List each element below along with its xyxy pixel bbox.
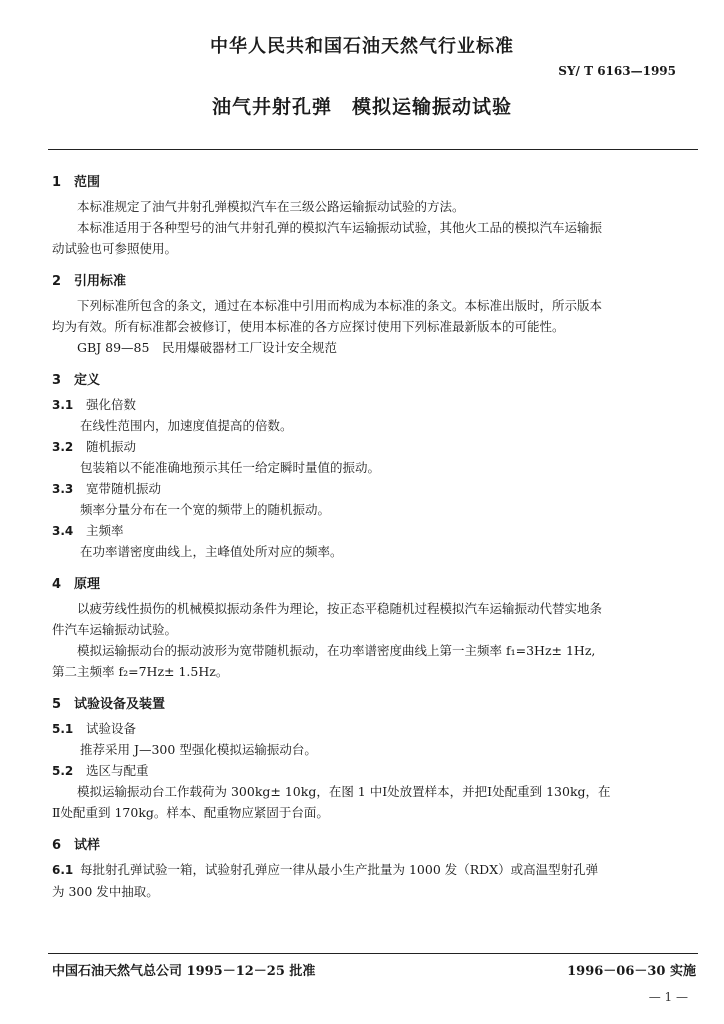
section-title: 试验设备及装置 bbox=[74, 697, 166, 712]
paragraph: 本标准规定了油气井射孔弹模拟汽车在三级公路运输振动试验的方法。 bbox=[77, 199, 465, 214]
section-number: 3 bbox=[52, 373, 62, 388]
paragraph-line: 为 300 发中抽取。 bbox=[52, 884, 159, 899]
section-title: 范围 bbox=[74, 175, 101, 190]
effective-date: 1996－06－30 实施 bbox=[567, 964, 696, 979]
definition-text: 频率分量分布在一个宽的频带上的随机振动。 bbox=[80, 502, 331, 517]
section-1-heading bbox=[52, 170, 700, 196]
document-body bbox=[52, 170, 700, 902]
section-5-heading bbox=[52, 692, 700, 718]
section-4-heading bbox=[52, 572, 700, 598]
section-title: 原理 bbox=[74, 577, 101, 592]
definition-text: 在线性范围内，加速度值提高的倍数。 bbox=[80, 418, 293, 433]
clause-number: 6.1 bbox=[52, 863, 74, 877]
section-number: 5 bbox=[52, 697, 62, 712]
section-number: 4 bbox=[52, 577, 62, 592]
subclause-text: 推荐采用 J—300 型强化模拟运输振动台。 bbox=[80, 742, 317, 757]
standard-number: SY/ T 6163—1995 bbox=[558, 64, 676, 78]
section-number: 1 bbox=[52, 175, 62, 190]
section-2-heading bbox=[52, 269, 700, 295]
section-title: 引用标准 bbox=[74, 274, 127, 289]
definition-text: 在功率谱密度曲线上，主峰值处所对应的频率。 bbox=[80, 544, 343, 559]
approval-date: 中国石油天然气总公司 1995－12－25 批准 bbox=[52, 964, 316, 979]
term: 强化倍数 bbox=[86, 397, 137, 412]
paragraph-line: 模拟运输振动台工作载荷为 300kg± 10kg，在图 1 中Ⅰ处放置样本，并把Ⅰ处配重到 130kg，在 bbox=[77, 784, 611, 799]
term: 宽带随机振动 bbox=[86, 481, 162, 496]
reference-item: GBJ 89—85 民用爆破器材工厂设计安全规范 bbox=[77, 340, 337, 355]
clause-number: 3.1 bbox=[52, 398, 74, 412]
section-title: 定义 bbox=[74, 373, 101, 388]
paragraph-line bbox=[52, 859, 700, 881]
definition-text: 包装箱以不能准确地预示其任一给定瞬时量值的振动。 bbox=[80, 460, 381, 475]
term: 随机振动 bbox=[86, 439, 137, 454]
paragraph-line: 以疲劳线性损伤的机械模拟振动条件为理论，按正态平稳随机过程模拟汽车运输振动代替实地条 bbox=[77, 601, 603, 616]
footer-rule bbox=[48, 953, 698, 954]
paragraph-line: 第二主频率 f₂=7Hz± 1.5Hz。 bbox=[52, 664, 229, 679]
subclause-heading bbox=[52, 760, 700, 781]
header-rule bbox=[48, 149, 698, 150]
subclause-title: 试验设备 bbox=[86, 721, 137, 736]
section-title: 试样 bbox=[74, 838, 101, 853]
clause-number: 5.1 bbox=[52, 722, 74, 736]
paragraph-line: 模拟运输振动台的振动波形为宽带随机振动，在功率谱密度曲线上第一主频率 f₁=3Hz± 1Hz, bbox=[77, 643, 596, 658]
clause-number: 5.2 bbox=[52, 764, 74, 778]
clause-number: 3.4 bbox=[52, 524, 74, 538]
clause-number: 3.2 bbox=[52, 440, 74, 454]
industry-standard-title: 中华人民共和国石油天然气行业标准 bbox=[210, 36, 514, 57]
paragraph-line: 本标准适用于各种型号的油气井射孔弹的模拟汽车运输振动试验，其他火工品的模拟汽车运输振 bbox=[77, 220, 603, 235]
paragraph-line: Ⅱ处配重到 170kg。样本、配重物应紧固于台面。 bbox=[52, 805, 329, 820]
paragraph-line: 下列标准所包含的条文，通过在本标准中引用而构成为本标准的条文。本标准出版时，所示版本 bbox=[77, 298, 603, 313]
definition-term bbox=[52, 436, 700, 457]
section-number: 2 bbox=[52, 274, 62, 289]
subclause-title: 选区与配重 bbox=[86, 763, 149, 778]
definition-term bbox=[52, 478, 700, 499]
subclause-heading bbox=[52, 718, 700, 739]
section-number: 6 bbox=[52, 838, 62, 853]
document-title: 油气井射孔弹 模拟运输振动试验 bbox=[211, 96, 512, 118]
paragraph-line: 均为有效。所有标准都会被修订，使用本标准的各方应探讨使用下列标准最新版本的可能性。 bbox=[52, 319, 565, 334]
section-6-heading bbox=[52, 833, 700, 859]
paragraph-line: 件汽车运输振动试验。 bbox=[52, 622, 178, 637]
definition-term bbox=[52, 520, 700, 541]
clause-number: 3.3 bbox=[52, 482, 74, 496]
paragraph-text: 每批射孔弹试验一箱，试验射孔弹应一律从最小生产批量为 1000 发（RDX）或高温型射孔弹 bbox=[80, 862, 599, 877]
paragraph-line: 动试验也可参照使用。 bbox=[52, 241, 178, 256]
section-3-heading bbox=[52, 368, 700, 394]
page-number: — 1 — bbox=[648, 990, 688, 1004]
definition-term bbox=[52, 394, 700, 415]
term: 主频率 bbox=[86, 523, 124, 538]
